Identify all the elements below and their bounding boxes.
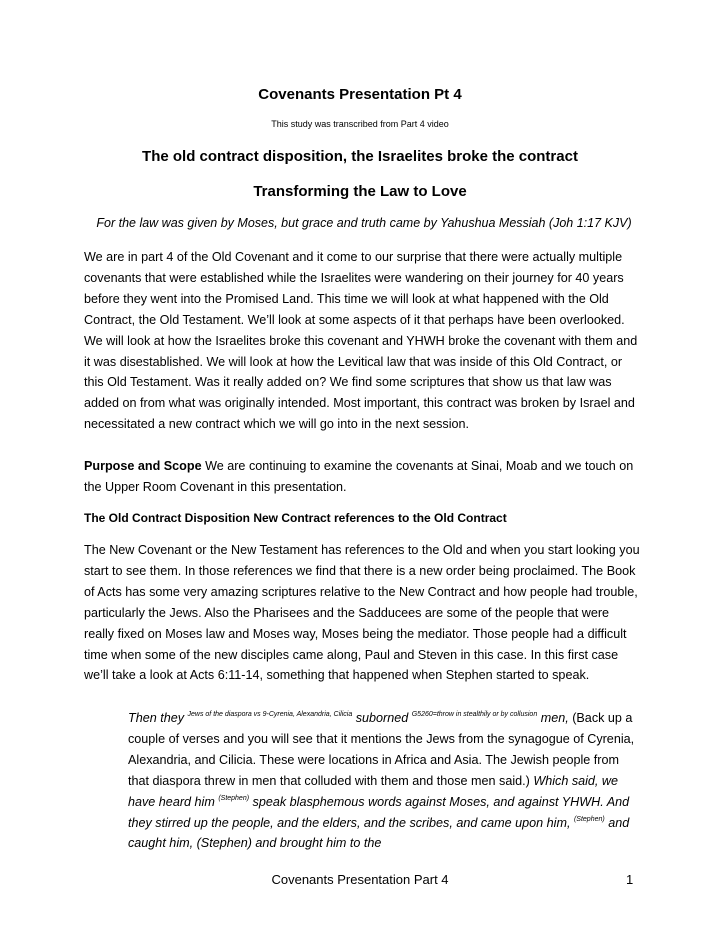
- scripture-text-1: Then they: [128, 711, 185, 725]
- page-number: 1: [626, 872, 634, 887]
- purpose-text: We are continuing to examine the covenants at Sinai, Moab and we touch on the Upper Room Covenant in this presentation.: [84, 459, 634, 494]
- page-subtitle: This study was transcribed from Part 4 video: [271, 119, 449, 129]
- purpose-paragraph: [84, 456, 640, 498]
- scripture-note-3: (Stephen): [218, 794, 250, 802]
- scripture-passage: [128, 708, 640, 854]
- scripture-note-1: Jews of the diaspora vs 9-Cyrenia, Alexandria, Cilicia: [187, 711, 353, 718]
- scripture-text-2: suborned: [352, 711, 409, 725]
- intro-paragraph: We are in part 4 of the Old Covenant and it come to our surprise that there were actually multiple covenants that were established while the Israelites were wandering on their journey for 40 years before they went into the Promised Land. This time we will look at what happened with the Old Contract, the Old Testament. We’ll look at some aspects of it that perhaps have been overlooked. We will look at how the Israelites broke this covenant and YHWH broke the covenant with them and it was disestablished. We will look at how the Levitical law that was inside of this Old Contract, or this Old Testament. Was it really added on? We find some scriptures that show us that law was added on from what was originally intended. Most important, this contract was broken by Israel and necessitated a new contract which we will go into in the next session.: [84, 250, 638, 432]
- scripture-quote: For the law was given by Moses, but grace and truth came by Yahushua Messiah (Joh 1:17 KJV): [96, 216, 632, 230]
- old-contract-heading: The Old Contract Disposition New Contract references to the Old Contract: [84, 511, 507, 525]
- page-title: Covenants Presentation Pt 4: [258, 86, 462, 103]
- section-heading-law-love: Transforming the Law to Love: [253, 183, 467, 200]
- section-heading-contract: The old contract disposition, the Israelites broke the contract: [142, 148, 578, 165]
- purpose-label: Purpose and Scope: [84, 459, 202, 473]
- scripture-text-6: and caught him, (Stephen) and brought him to the: [128, 815, 630, 851]
- page-footer: Covenants Presentation Part 4: [271, 872, 449, 887]
- scripture-text-5: speak blasphemous words against Moses, and against YHWH. And they stirred up the people, and the elders, and the scribes, and came upon him,: [128, 794, 630, 830]
- new-covenant-paragraph: The New Covenant or the New Testament has references to the Old and when you start looking you start to see them. In those references we find that there is a new order being proclaimed. The Book of Acts has some very amazing scriptures relative to the New Contract and how people had trouble, particularly the Jews. Also the Pharisees and the Sadducees are some of the people that were really fixed on Moses law and Moses way, Moses being the mediator. Those people had a difficult time when some of the new disciples came along, Paul and Steven in this case. In this first case we’ll take a look at Acts 6:11-14, something that happened when Stephen started to speak.: [84, 543, 640, 683]
- scripture-text-4: Which said, we have heard him: [128, 773, 619, 809]
- scripture-note-2: G5260=throw in stealthily or by collusion: [411, 711, 538, 718]
- scripture-note-4: (Stephen): [573, 815, 605, 823]
- scripture-text-3: men,: [537, 711, 569, 725]
- scripture-commentary: (Back up a couple of verses and you will see that it mentions the Jews from the synagogue of Cyrenia, Alexandria, and Cilicia. These were locations in Africa and Asia. The Jewish people from that diaspora threw in men that colluded with them and those men said.): [128, 711, 635, 788]
